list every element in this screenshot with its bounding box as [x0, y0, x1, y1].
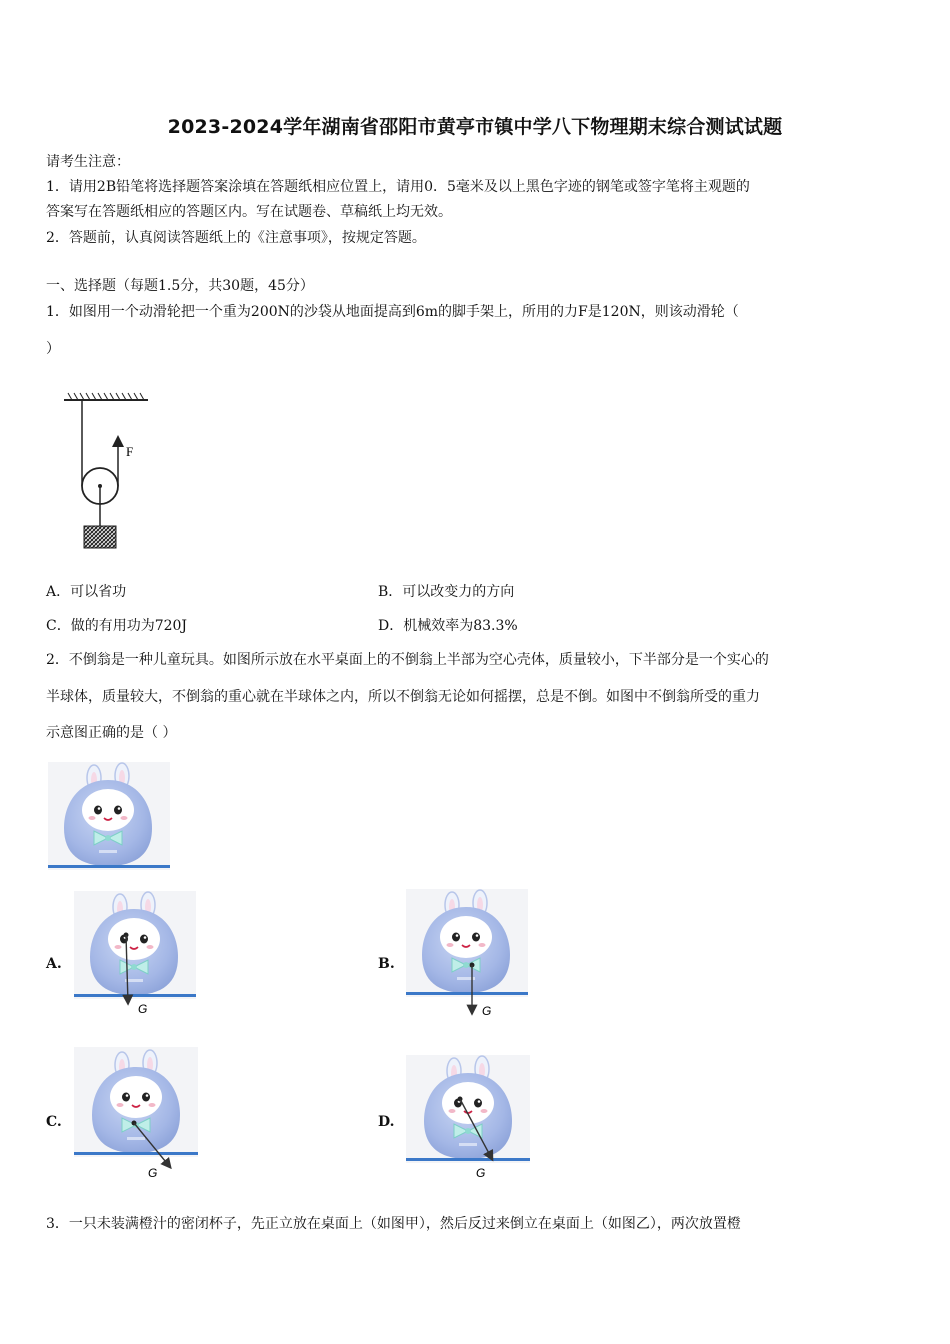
- q3-stem: 3．一只未装满橙汁的密闭杯子，先正立放在桌面上（如图甲），然后反过来倒立在桌面上（如图乙），两次放置橙: [46, 1216, 741, 1232]
- q1-stem-end: ）: [46, 341, 60, 357]
- gravity-label: G: [148, 1166, 158, 1179]
- ceiling-hatch: [68, 393, 144, 400]
- q2-option-a-figure: [74, 891, 196, 1019]
- tumbler-doll-image: [48, 762, 170, 870]
- q2-option-c-label: C.: [46, 1114, 62, 1130]
- q1-option-d: D．机械效率为83.3%: [378, 618, 518, 634]
- notice-heading: 请考生注意：: [46, 154, 130, 170]
- table-line: [74, 994, 196, 997]
- q2-option-d-label: D.: [378, 1114, 395, 1130]
- q2-stem: 2．不倒翁是一种儿童玩具。如图所示放在水平桌面上的不倒翁上半部为空心壳体，质量较小，下半部分是一个实心的: [46, 652, 769, 668]
- notice-item: 1．请用2B铅笔将选择题答案涂填在答题纸相应位置上，请用0．5毫米及以上黑色字迹的钢笔或签字笔将主观题的: [46, 179, 750, 195]
- sandbag: [84, 526, 116, 548]
- q2-option-b-label: B.: [378, 956, 395, 972]
- notice-item: 答案写在答题纸相应的答题区内。写在试题卷、草稿纸上均无效。: [46, 204, 452, 220]
- table-line: [406, 1158, 530, 1161]
- section-heading: 一、选择题（每题1.5分，共30题，45分）: [46, 278, 314, 294]
- q2-option-a-label: A.: [46, 956, 62, 972]
- force-label: F: [126, 444, 134, 459]
- notice-item: 2．答题前，认真阅读答题纸上的《注意事项》，按规定答题。: [46, 230, 426, 246]
- q2-option-c-figure: [74, 1047, 198, 1179]
- q2-stem: 半球体，质量较大，不倒翁的重心就在半球体之内，所以不倒翁无论如何摇摆，总是不倒。如图中不倒翁所受的重力: [46, 689, 760, 705]
- q1-option-c: C．做的有用功为720J: [46, 618, 188, 634]
- table-line: [406, 992, 528, 995]
- gravity-label: G: [138, 1002, 148, 1016]
- q1-stem: 1．如图用一个动滑轮把一个重为200N的沙袋从地面提高到6m的脚手架上，所用的力F是120N，则该动滑轮（: [46, 304, 739, 320]
- pulley-figure: [58, 390, 158, 555]
- q2-stem-end: 示意图正确的是（ ）: [46, 725, 177, 741]
- table-line: [48, 865, 170, 868]
- q2-option-d-figure: [406, 1055, 530, 1183]
- table-line: [74, 1152, 198, 1155]
- page-title: 2023-2024学年湖南省邵阳市黄亭市镇中学八下物理期末综合测试试题: [167, 116, 783, 138]
- q1-option-a: A．可以省功: [46, 584, 127, 600]
- gravity-label: G: [482, 1004, 492, 1018]
- q1-option-b: B．可以改变力的方向: [378, 584, 515, 600]
- gravity-label: G: [476, 1166, 486, 1180]
- q2-option-b-figure: [406, 889, 528, 1019]
